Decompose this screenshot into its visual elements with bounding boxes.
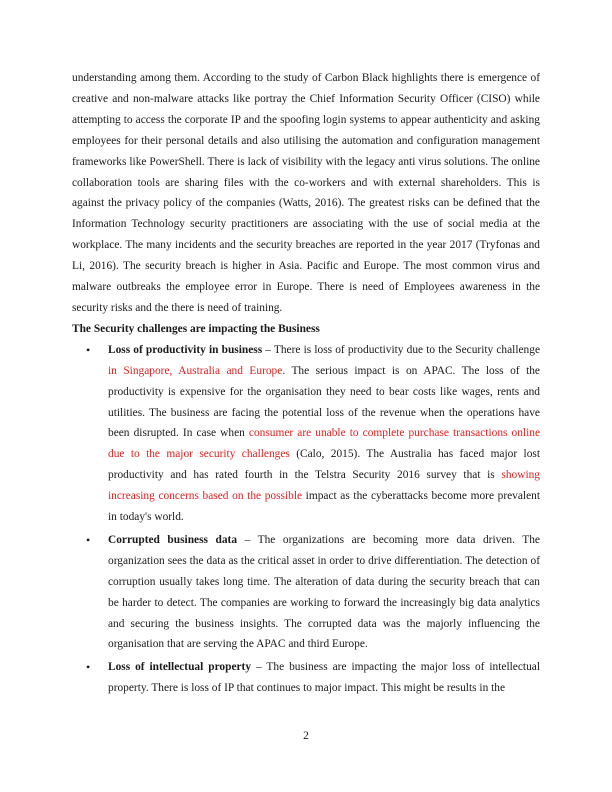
item-text: . The serious impact is on APAC. The loss of the productivity is expensive for the organisation they need to bear costs like wages, rents and utilities. The business are facing the potential loss of the revenue when the operations have been disrupted. In case when bbox=[108, 364, 540, 440]
bullet-icon: • bbox=[86, 532, 91, 547]
item-term: Loss of productivity in business bbox=[108, 343, 263, 356]
body-text bbox=[72, 68, 540, 701]
item-text: – The organizations are becoming more data driven. The organization sees the data as the critical asset in order to drive differentiation. The detection of corruption usually takes long time. The alteration of data during the security breach that can be harder to detect. The companies are working to forward the increasingly big data analytics and securing the business insights. The corrupted data was the majorly influencing the organisation that are serving the APAC and third Europe. bbox=[108, 533, 540, 651]
item-text: (Calo, 2015). The Australia has faced major lost productivity and has rated fourth in the Telstra Security 2016 survey that is bbox=[108, 448, 540, 482]
highlighted-text: showing increasing concerns based on the possible bbox=[108, 469, 540, 503]
item-term: Corrupted business data bbox=[108, 533, 238, 546]
highlighted-text: in Singapore, Australia and Europe bbox=[108, 364, 283, 377]
bullet-icon: • bbox=[86, 342, 91, 357]
item-text: – There is loss of productivity due to the Security challenge bbox=[262, 343, 540, 356]
list-item-loss-of-intellectual-property bbox=[72, 657, 540, 699]
section-heading: The Security challenges are impacting the Business bbox=[72, 322, 320, 335]
item-text: – The business are impacting the major loss of intellectual property. There is loss of IP that continues to major impact. This might be results in the bbox=[108, 661, 540, 695]
bullet-icon: • bbox=[86, 660, 91, 675]
challenge-list bbox=[72, 340, 540, 699]
list-item-corrupted-business-data bbox=[72, 530, 540, 655]
page-number: 2 bbox=[303, 730, 309, 742]
intro-paragraph: understanding among them. According to the study of Carbon Black highlights there is emergence of creative and non-malware attacks like portray the Chief Information Security Officer (CISO) while attempting to access the corporate IP and the spoofing login systems to appear authenticity and asking employees for their personal details and also utilising the automation and configuration management frameworks like PowerShell. There is lack of visibility with the legacy anti virus solutions. The online collaboration tools are sharing files with the co-workers and with external shareholders. This is against the privacy policy of the companies (Watts, 2016). The greatest risks can be defined that the Information Technology security practitioners are associating with the use of social media at the workplace. The many incidents and the security breaches are reported in the year 2017 (Tryfonas and Li, 2016). The security breach is higher in Asia. Pacific and Europe. The most common virus and malware outbreaks the employee error in Europe. There is need of Employees awareness in the security risks and the there is need of training. bbox=[72, 72, 540, 314]
item-text: impact as the cyberattacks become more prevalent in today's world. bbox=[108, 490, 541, 524]
highlighted-text: consumer are unable to complete purchase transactions online due to the major security challenges bbox=[108, 427, 540, 461]
item-term: Loss of intellectual property bbox=[108, 661, 252, 674]
list-item-loss-of-productivity bbox=[72, 340, 540, 528]
